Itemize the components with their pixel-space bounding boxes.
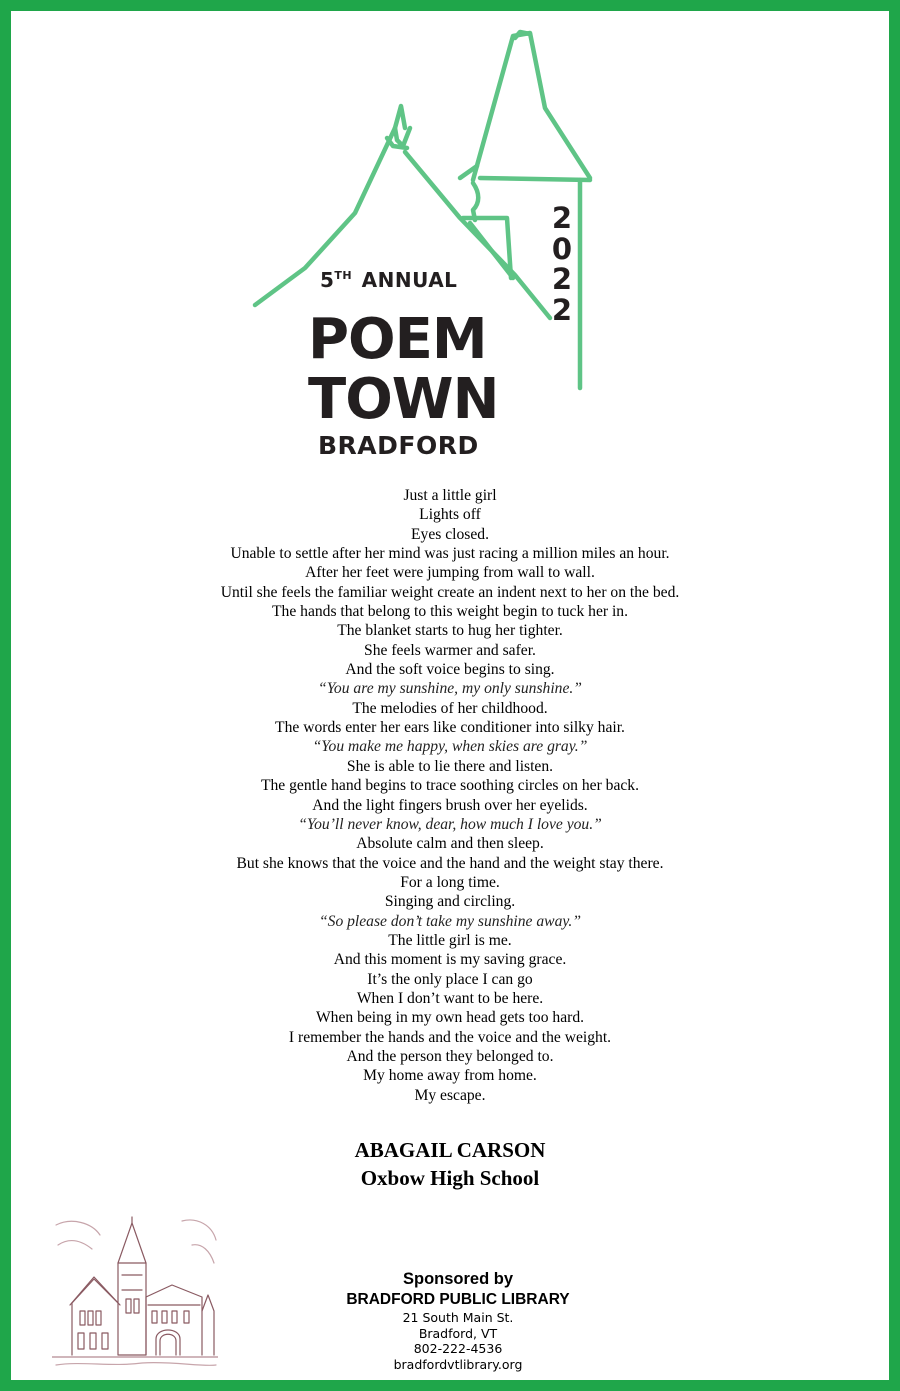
poem-line: Lights off [419,506,481,524]
sponsor-phone: 802-222-4536 [413,1341,503,1356]
poem-line: But she knows that the voice and the hand and the weight stay there. [236,854,664,872]
poem-line: She is able to lie there and listen. [346,757,554,775]
poem-line: And this moment is my saving grace. [333,951,567,969]
year-vertical [548,203,576,325]
poem-line: The words enter her ears like conditioner into silky hair. [275,719,625,737]
year-digit: 0 [551,231,573,266]
logo-word-town: TOWN [308,367,499,432]
poem-line: Just a little girl [403,487,497,504]
poem-line-lyric: “You’ll never know, dear, how much I love you.” [298,815,602,833]
poem-line: When being in my own head gets too hard. [315,1009,585,1027]
poem-line: For a long time. [400,873,500,891]
annual-word: ANNUAL [361,268,458,292]
poem-line: The little girl is me. [388,931,512,949]
poem-body [100,486,800,1105]
library-building-sketch [52,1215,218,1375]
poem-line: Unable to settle after her mind was just racing a million miles an hour. [230,545,670,563]
poem-line: The gentle hand begins to trace soothing circles on her back. [260,777,640,795]
annual-edition-label [320,268,457,292]
author-name: ABAGAIL CARSON [354,1138,546,1162]
sponsor-block [308,1268,608,1372]
poem-line: It’s the only place I can go [367,970,533,988]
poem-line: And the person they belonged to. [346,1047,554,1065]
poem-line: After her feet were jumping from wall to wall. [305,564,595,582]
sponsor-name: BRADFORD PUBLIC LIBRARY [346,1291,570,1308]
poem-line-lyric: “You are my sunshine, my only sunshine.” [318,680,582,698]
poem-line: Singing and circling. [384,893,516,911]
poem-line: She feels warmer and safer. [364,641,536,659]
poem-line: I remember the hands and the voice and the weight. [288,1028,612,1046]
poem-line: Until she feels the familiar weight create an indent next to her on the bed. [220,583,680,601]
author-school: Oxbow High School [360,1166,540,1190]
annual-number: 5 [320,268,335,292]
poem-line: The blanket starts to hug her tighter. [337,622,563,640]
poem-line: And the light fingers brush over her eyelids. [312,796,588,814]
year-digit: 2 [551,262,573,296]
poem-line: The melodies of her childhood. [352,699,548,717]
year-digit: 2 [551,201,573,235]
year-digit: 2 [551,292,573,327]
poem-line: Eyes closed. [411,525,489,543]
annual-suffix: TH [334,269,353,282]
poem-line: My home away from home. [363,1067,537,1085]
poem-line-lyric: “You make me happy, when skies are gray.” [312,738,588,756]
sponsor-city: Bradford, VT [418,1325,498,1341]
poem-line: When I don’t want to be here. [356,989,544,1007]
logo-word-bradford: BRADFORD [318,431,479,460]
poem-line: My escape. [414,1086,486,1104]
poem-line: The hands that belong to this weight begin to tuck her in. [272,603,628,621]
sponsor-website-link[interactable]: bradfordvtlibrary.org [393,1356,523,1372]
poem-line: Absolute calm and then sleep. [356,835,544,853]
author-block [150,1136,750,1192]
logo-word-poem: POEM [308,307,487,372]
sponsor-address: 21 South Main St. [402,1310,514,1325]
poem-line-lyric: “So please don’t take my sunshine away.” [318,912,582,930]
poem-line: And the soft voice begins to sing. [345,661,555,679]
sponsor-label: Sponsored by [402,1270,513,1288]
